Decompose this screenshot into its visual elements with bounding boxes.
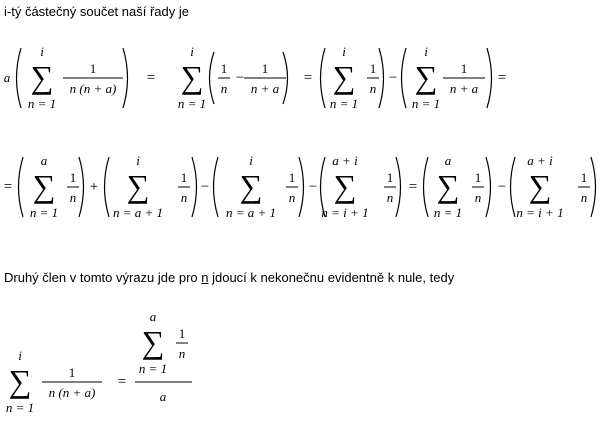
right-paren xyxy=(192,157,197,217)
left-paren xyxy=(214,157,219,217)
left-paren xyxy=(321,48,326,108)
fraction-denominator: n xyxy=(220,81,228,96)
right-paren xyxy=(123,48,128,108)
sum-upper-limit: a xyxy=(40,153,48,168)
summation-sign: ∑ xyxy=(332,59,356,95)
sum-upper-limit: i xyxy=(249,153,253,168)
fraction-numerator: 1 xyxy=(178,326,186,341)
right-paren xyxy=(379,48,384,108)
fraction-numerator: 1 xyxy=(68,365,76,380)
fraction-denominator: n (n + a) xyxy=(48,385,96,400)
summation-sign: ∑ xyxy=(126,168,150,204)
fraction-numerator: 1 xyxy=(288,170,296,185)
operator: = xyxy=(3,179,13,195)
right-paren xyxy=(486,157,491,217)
sum-lower-limit: n = 1 xyxy=(138,361,168,376)
right-paren xyxy=(79,157,84,217)
sum-lower-limit: n = 1 xyxy=(27,96,57,111)
fraction-denominator: n xyxy=(69,190,77,205)
sum-upper-limit: i xyxy=(136,153,140,168)
sum-upper-limit: i xyxy=(40,44,44,59)
sum-lower-limit: n = 1 xyxy=(433,205,463,220)
sum-upper-limit: a xyxy=(444,153,452,168)
sum-lower-limit: n = i + 1 xyxy=(321,205,369,220)
sum-lower-limit: n = a + 1 xyxy=(225,205,277,220)
fraction-numerator: 1 xyxy=(369,61,377,76)
right-paren xyxy=(396,157,401,217)
fraction-numerator: 1 xyxy=(386,170,394,185)
fraction-denominator: n + a xyxy=(449,81,479,96)
operator: − xyxy=(308,179,318,195)
summation-sign: ∑ xyxy=(414,59,438,95)
operator: − xyxy=(235,70,245,86)
summation-sign: ∑ xyxy=(32,168,56,204)
fraction-denominator: n xyxy=(288,190,296,205)
statement-text-n: n xyxy=(201,270,209,285)
operator: − xyxy=(200,179,210,195)
fraction-denominator: n + a xyxy=(250,81,280,96)
sum-upper-limit: i xyxy=(342,44,346,59)
fraction-numerator: 1 xyxy=(474,170,482,185)
fraction-denominator: n xyxy=(386,190,394,205)
fraction-denominator: n xyxy=(178,346,186,361)
sum-upper-limit: i xyxy=(424,44,428,59)
statement-text-suffix: jdoucí k nekonečnu evidentně k nule, tedy xyxy=(208,270,455,285)
sum-upper-limit: i xyxy=(18,348,22,363)
operator: = xyxy=(497,70,507,86)
fraction-numerator: 1 xyxy=(220,61,228,76)
operator: = xyxy=(408,179,418,195)
summation-sign: ∑ xyxy=(528,168,552,204)
right-paren xyxy=(591,157,596,217)
left-paren xyxy=(424,157,429,217)
statement-text-prefix: Druhý člen v tomto výrazu jde pro xyxy=(4,270,202,285)
fraction-numerator: 1 xyxy=(460,61,468,76)
fraction-denominator: n xyxy=(369,81,377,96)
summation-sign: ∑ xyxy=(436,168,460,204)
fraction-denominator: n xyxy=(474,190,482,205)
sum-upper-limit: a xyxy=(149,309,157,324)
sum-upper-limit: i xyxy=(190,44,194,59)
operator: = xyxy=(146,70,156,86)
sum-upper-limit: a + i xyxy=(332,153,358,168)
big-fraction-denominator: a xyxy=(159,389,167,404)
fraction-denominator: n xyxy=(180,190,188,205)
operator: = xyxy=(303,70,313,86)
left-paren xyxy=(210,52,215,104)
summation-sign: ∑ xyxy=(180,59,204,95)
sum-lower-limit: n = 1 xyxy=(5,400,35,415)
summation-sign: ∑ xyxy=(30,59,54,95)
operator: − xyxy=(388,70,398,86)
operator: + xyxy=(89,179,99,195)
fraction-numerator: 1 xyxy=(580,170,588,185)
left-paren xyxy=(105,157,110,217)
operator: = xyxy=(117,374,127,390)
fraction-denominator: n xyxy=(580,190,588,205)
sum-lower-limit: n = 1 xyxy=(411,96,441,111)
sum-lower-limit: n = 1 xyxy=(329,96,359,111)
intro-text: i-tý částečný součet naší řady je xyxy=(4,4,189,19)
left-paren xyxy=(511,157,516,217)
summation-sign: ∑ xyxy=(8,363,32,399)
fraction-numerator: 1 xyxy=(261,61,269,76)
sum-lower-limit: n = a + 1 xyxy=(112,205,164,220)
sum-lower-limit: n = 1 xyxy=(29,205,59,220)
fraction-numerator: 1 xyxy=(69,170,77,185)
fraction-numerator: 1 xyxy=(89,61,97,76)
operator: − xyxy=(497,179,507,195)
summation-sign: ∑ xyxy=(333,168,357,204)
fraction-denominator: n (n + a) xyxy=(69,81,117,96)
right-paren xyxy=(487,48,492,108)
sum-upper-limit: a + i xyxy=(527,153,553,168)
sum-lower-limit: n = i + 1 xyxy=(516,205,564,220)
fraction-numerator: 1 xyxy=(180,170,188,185)
summation-sign: ∑ xyxy=(141,324,165,360)
right-paren xyxy=(299,157,304,217)
coefficient-a: a xyxy=(3,70,11,85)
left-paren xyxy=(19,157,24,217)
sum-lower-limit: n = 1 xyxy=(177,96,207,111)
summation-sign: ∑ xyxy=(239,168,263,204)
left-paren xyxy=(402,48,407,108)
left-paren xyxy=(17,48,22,108)
